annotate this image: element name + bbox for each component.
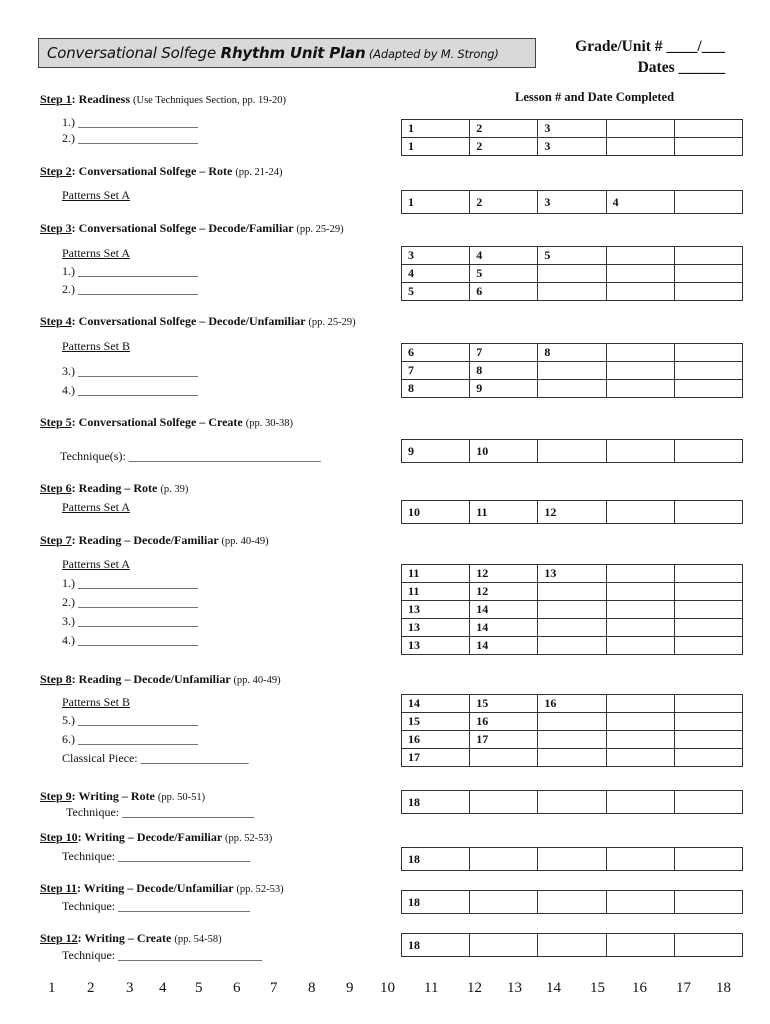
lesson-cell[interactable]: [606, 120, 674, 138]
lesson-cell[interactable]: 11: [402, 583, 470, 601]
lesson-cell[interactable]: [674, 619, 742, 637]
lesson-cell[interactable]: 6: [470, 283, 538, 301]
lesson-cell[interactable]: [538, 749, 606, 767]
lesson-number: 9: [346, 980, 354, 996]
lesson-cell[interactable]: 12: [470, 565, 538, 583]
lesson-cell[interactable]: 17: [402, 749, 470, 767]
lesson-row: [402, 362, 743, 380]
lesson-cell[interactable]: [606, 362, 674, 380]
lesson-cell[interactable]: [674, 601, 742, 619]
step-2-lesson-grid: [401, 190, 743, 214]
step-1-heading: Step 1: Readiness (Use Techniques Section, pp. 19-20): [40, 92, 287, 106]
lesson-cell[interactable]: 1: [402, 191, 470, 214]
lesson-cell[interactable]: [606, 791, 674, 814]
step-11-heading: Step 11: Writing – Decode/Unfamiliar (pp. 52-53): [40, 881, 284, 895]
lesson-cell[interactable]: [674, 138, 742, 156]
lesson-cell[interactable]: [606, 891, 674, 914]
lesson-cell[interactable]: 4: [402, 265, 470, 283]
lesson-cell[interactable]: 7: [402, 362, 470, 380]
lesson-cell[interactable]: 14: [470, 637, 538, 655]
lesson-number: 14: [546, 980, 561, 996]
lesson-number: 6: [233, 980, 241, 996]
lesson-cell[interactable]: [606, 247, 674, 265]
lesson-number: 11: [424, 980, 439, 996]
step-4-item-4[interactable]: 4.) ____________________: [62, 383, 198, 397]
lesson-number: 10: [380, 980, 395, 996]
lesson-cell[interactable]: 18: [402, 791, 470, 814]
step-1-lesson-grid: [401, 119, 743, 156]
patterns-set-label: Patterns Set A: [62, 557, 130, 571]
lesson-cell[interactable]: 9: [402, 440, 470, 463]
lesson-cell[interactable]: [674, 380, 742, 398]
lesson-cell[interactable]: 16: [402, 731, 470, 749]
lesson-cell[interactable]: [538, 362, 606, 380]
lesson-number: 5: [195, 980, 203, 996]
lesson-cell[interactable]: 18: [402, 848, 470, 871]
lesson-row: [402, 695, 743, 713]
step-7-item-2[interactable]: 2.) ____________________: [62, 595, 198, 609]
lesson-row: [402, 265, 743, 283]
lesson-number: 15: [590, 980, 605, 996]
lesson-row: [402, 713, 743, 731]
lesson-number-strip: [0, 980, 770, 1002]
lesson-row: [402, 344, 743, 362]
lesson-cell[interactable]: 8: [470, 362, 538, 380]
lesson-row: [402, 601, 743, 619]
lesson-cell[interactable]: [606, 601, 674, 619]
lesson-row: [402, 138, 743, 156]
dates-field[interactable]: Dates ______: [637, 59, 725, 76]
step-3-heading: Step 3: Conversational Solfege – Decode/Familiar (pp. 25-29): [40, 221, 344, 235]
lesson-cell[interactable]: [606, 440, 674, 463]
lesson-row: [402, 637, 743, 655]
lesson-cell[interactable]: 10: [402, 501, 470, 524]
step-12-technique-field[interactable]: Technique: ________________________: [62, 948, 263, 962]
lesson-cell[interactable]: 10: [470, 440, 538, 463]
lesson-cell[interactable]: [606, 565, 674, 583]
step-9-heading: Step 9: Writing – Rote (pp. 50-51): [40, 789, 206, 803]
patterns-set-label: Patterns Set B: [62, 695, 130, 709]
patterns-set-label: Patterns Set A: [62, 188, 130, 202]
lesson-cell[interactable]: 2: [470, 120, 538, 138]
lesson-cell[interactable]: 12: [538, 501, 606, 524]
lesson-row: [402, 120, 743, 138]
lesson-cell[interactable]: [674, 565, 742, 583]
lesson-cell[interactable]: [606, 934, 674, 957]
lesson-row: [402, 247, 743, 265]
step-11-technique-field[interactable]: Technique: ______________________: [62, 899, 251, 913]
step-8-heading: Step 8: Reading – Decode/Unfamiliar (pp. 40-49): [40, 672, 281, 686]
lesson-cell[interactable]: 8: [538, 344, 606, 362]
lesson-cell[interactable]: 14: [402, 695, 470, 713]
lesson-cell[interactable]: [674, 440, 742, 463]
lesson-cell[interactable]: [674, 695, 742, 713]
lesson-row: [402, 731, 743, 749]
lesson-cell[interactable]: 1: [402, 138, 470, 156]
lesson-cell[interactable]: [470, 934, 538, 957]
step-10-heading: Step 10: Writing – Decode/Familiar (pp. 52-53): [40, 830, 273, 844]
lesson-cell[interactable]: [674, 283, 742, 301]
lesson-cell[interactable]: [606, 713, 674, 731]
classical-piece-field[interactable]: Classical Piece: __________________: [62, 751, 249, 765]
lesson-cell[interactable]: 15: [402, 713, 470, 731]
lesson-cell[interactable]: 13: [402, 601, 470, 619]
step-7-item-4[interactable]: 4.) ____________________: [62, 633, 198, 647]
step-9-lesson-grid: [401, 790, 743, 814]
step-7-heading: Step 7: Reading – Decode/Familiar (pp. 40-49): [40, 533, 269, 547]
lesson-cell[interactable]: [674, 637, 742, 655]
lesson-cell[interactable]: [538, 440, 606, 463]
step-6-heading: Step 6: Reading – Rote (p. 39): [40, 481, 189, 495]
lesson-cell[interactable]: [606, 749, 674, 767]
lesson-number: 17: [676, 980, 691, 996]
lesson-cell[interactable]: [674, 934, 742, 957]
lesson-cell[interactable]: 13: [402, 637, 470, 655]
step-10-technique-field[interactable]: Technique: ______________________: [62, 849, 251, 863]
lesson-row: [402, 619, 743, 637]
lesson-cell[interactable]: [606, 695, 674, 713]
lesson-row: [402, 191, 743, 214]
lesson-cell[interactable]: [674, 344, 742, 362]
step-8-item-6[interactable]: 6.) ____________________: [62, 732, 198, 746]
lesson-cell[interactable]: [538, 601, 606, 619]
lesson-cell[interactable]: [470, 791, 538, 814]
step-7-item-3[interactable]: 3.) ____________________: [62, 614, 198, 628]
lesson-cell[interactable]: [606, 265, 674, 283]
lesson-row: [402, 380, 743, 398]
lesson-cell[interactable]: [674, 191, 742, 214]
patterns-set-label: Patterns Set A: [62, 500, 130, 514]
lesson-cell[interactable]: [674, 247, 742, 265]
lesson-cell[interactable]: 1: [402, 120, 470, 138]
lesson-cell[interactable]: [470, 848, 538, 871]
lesson-cell[interactable]: 7: [470, 344, 538, 362]
step-4-heading: Step 4: Conversational Solfege – Decode/Unfamiliar (pp. 25-29): [40, 314, 356, 328]
lesson-row: [402, 934, 743, 957]
lesson-cell[interactable]: 15: [470, 695, 538, 713]
lesson-cell[interactable]: [538, 713, 606, 731]
lesson-cell[interactable]: 4: [606, 191, 674, 214]
document-title: Conversational Solfege Rhythm Unit Plan (Adapted by M. Strong): [38, 38, 536, 68]
lesson-cell[interactable]: 3: [538, 120, 606, 138]
grade-unit-dates: [545, 36, 725, 78]
lesson-cell[interactable]: 13: [538, 565, 606, 583]
techniques-field[interactable]: Technique(s): ________________________________: [60, 449, 321, 463]
step-7-item-1[interactable]: 1.) ____________________: [62, 576, 198, 590]
lesson-cell[interactable]: 2: [470, 191, 538, 214]
lesson-cell[interactable]: [538, 637, 606, 655]
lesson-cell[interactable]: [538, 848, 606, 871]
lesson-cell[interactable]: 18: [402, 891, 470, 914]
lesson-cell[interactable]: [674, 265, 742, 283]
lesson-cell[interactable]: [538, 265, 606, 283]
grade-unit-field[interactable]: Grade/Unit # ____/___: [575, 38, 725, 55]
step-1-item-1[interactable]: 1.) ____________________: [62, 115, 198, 129]
lesson-cell[interactable]: 5: [470, 265, 538, 283]
lesson-cell[interactable]: [606, 583, 674, 601]
lesson-cell[interactable]: [606, 380, 674, 398]
lesson-row: [402, 583, 743, 601]
lesson-cell[interactable]: [674, 791, 742, 814]
lesson-row: [402, 501, 743, 524]
lesson-number: 18: [716, 980, 731, 996]
step-9-technique-field[interactable]: Technique: ______________________: [66, 805, 255, 819]
step-12-lesson-grid: [401, 933, 743, 957]
lesson-cell[interactable]: 3: [538, 138, 606, 156]
lesson-cell[interactable]: 17: [470, 731, 538, 749]
lesson-cell[interactable]: [606, 637, 674, 655]
step-2-heading: Step 2: Conversational Solfege – Rote (pp. 21-24): [40, 164, 283, 178]
lesson-cell[interactable]: 12: [470, 583, 538, 601]
lesson-number: 12: [467, 980, 482, 996]
lesson-number: 3: [126, 980, 134, 996]
lesson-number: 8: [308, 980, 316, 996]
lesson-cell[interactable]: [606, 501, 674, 524]
step-3-item-1[interactable]: 1.) ____________________: [62, 264, 198, 278]
lesson-row: [402, 565, 743, 583]
lesson-row: [402, 791, 743, 814]
lesson-cell[interactable]: 14: [470, 619, 538, 637]
lesson-cell[interactable]: [674, 120, 742, 138]
lesson-cell[interactable]: [538, 583, 606, 601]
step-1-item-2[interactable]: 2.) ____________________: [62, 131, 198, 145]
step-6-lesson-grid: [401, 500, 743, 524]
lesson-cell[interactable]: [470, 749, 538, 767]
lesson-cell[interactable]: 8: [402, 380, 470, 398]
lesson-cell[interactable]: [674, 362, 742, 380]
lesson-number: 16: [632, 980, 647, 996]
lesson-cell[interactable]: [674, 501, 742, 524]
lesson-cell[interactable]: 4: [470, 247, 538, 265]
lesson-cell[interactable]: [674, 848, 742, 871]
lesson-cell[interactable]: [470, 891, 538, 914]
lesson-cell[interactable]: [674, 583, 742, 601]
step-12-heading: Step 12: Writing – Create (pp. 54-58): [40, 931, 222, 945]
lesson-cell[interactable]: [606, 283, 674, 301]
lesson-number: 1: [48, 980, 56, 996]
step-5-lesson-grid: [401, 439, 743, 463]
step-4-lesson-grid: [401, 343, 743, 398]
step-4-item-3[interactable]: 3.) ____________________: [62, 364, 198, 378]
step-10-lesson-grid: [401, 847, 743, 871]
step-8-lesson-grid: [401, 694, 743, 767]
lesson-cell[interactable]: 11: [470, 501, 538, 524]
lesson-cell[interactable]: [674, 713, 742, 731]
lesson-cell[interactable]: 9: [470, 380, 538, 398]
lesson-cell[interactable]: 3: [538, 191, 606, 214]
lesson-row: [402, 283, 743, 301]
lesson-cell[interactable]: 16: [470, 713, 538, 731]
patterns-set-label: Patterns Set A: [62, 246, 130, 260]
lesson-cell[interactable]: [674, 749, 742, 767]
lesson-row: [402, 440, 743, 463]
lesson-cell[interactable]: [538, 791, 606, 814]
lesson-row: [402, 891, 743, 914]
lesson-cell[interactable]: [606, 344, 674, 362]
lesson-cell[interactable]: [538, 380, 606, 398]
step-11-lesson-grid: [401, 890, 743, 914]
lesson-cell[interactable]: [606, 619, 674, 637]
lesson-cell[interactable]: 3: [402, 247, 470, 265]
lesson-cell[interactable]: 14: [470, 601, 538, 619]
lesson-cell[interactable]: 6: [402, 344, 470, 362]
lesson-cell[interactable]: [674, 891, 742, 914]
lesson-header: Lesson # and Date Completed: [515, 90, 675, 104]
lesson-number: 2: [87, 980, 95, 996]
step-7-lesson-grid: [401, 564, 743, 655]
step-8-item-5[interactable]: 5.) ____________________: [62, 713, 198, 727]
lesson-cell[interactable]: [538, 283, 606, 301]
lesson-cell[interactable]: [606, 848, 674, 871]
lesson-row: [402, 848, 743, 871]
lesson-cell[interactable]: [538, 619, 606, 637]
lesson-number: 13: [507, 980, 522, 996]
lesson-number: 4: [159, 980, 167, 996]
lesson-row: [402, 749, 743, 767]
lesson-cell[interactable]: 11: [402, 565, 470, 583]
lesson-cell[interactable]: [674, 731, 742, 749]
lesson-cell[interactable]: [606, 731, 674, 749]
lesson-cell[interactable]: [538, 731, 606, 749]
lesson-cell[interactable]: 16: [538, 695, 606, 713]
step-3-lesson-grid: [401, 246, 743, 301]
lesson-number: 7: [270, 980, 278, 996]
step-5-heading: Step 5: Conversational Solfege – Create (pp. 30-38): [40, 415, 293, 429]
lesson-cell[interactable]: 5: [538, 247, 606, 265]
lesson-cell[interactable]: 5: [402, 283, 470, 301]
lesson-cell[interactable]: 2: [470, 138, 538, 156]
lesson-cell[interactable]: [538, 891, 606, 914]
lesson-cell[interactable]: [606, 138, 674, 156]
step-3-item-2[interactable]: 2.) ____________________: [62, 282, 198, 296]
patterns-set-label: Patterns Set B: [62, 339, 130, 353]
lesson-cell[interactable]: 18: [402, 934, 470, 957]
lesson-cell[interactable]: 13: [402, 619, 470, 637]
lesson-cell[interactable]: [538, 934, 606, 957]
